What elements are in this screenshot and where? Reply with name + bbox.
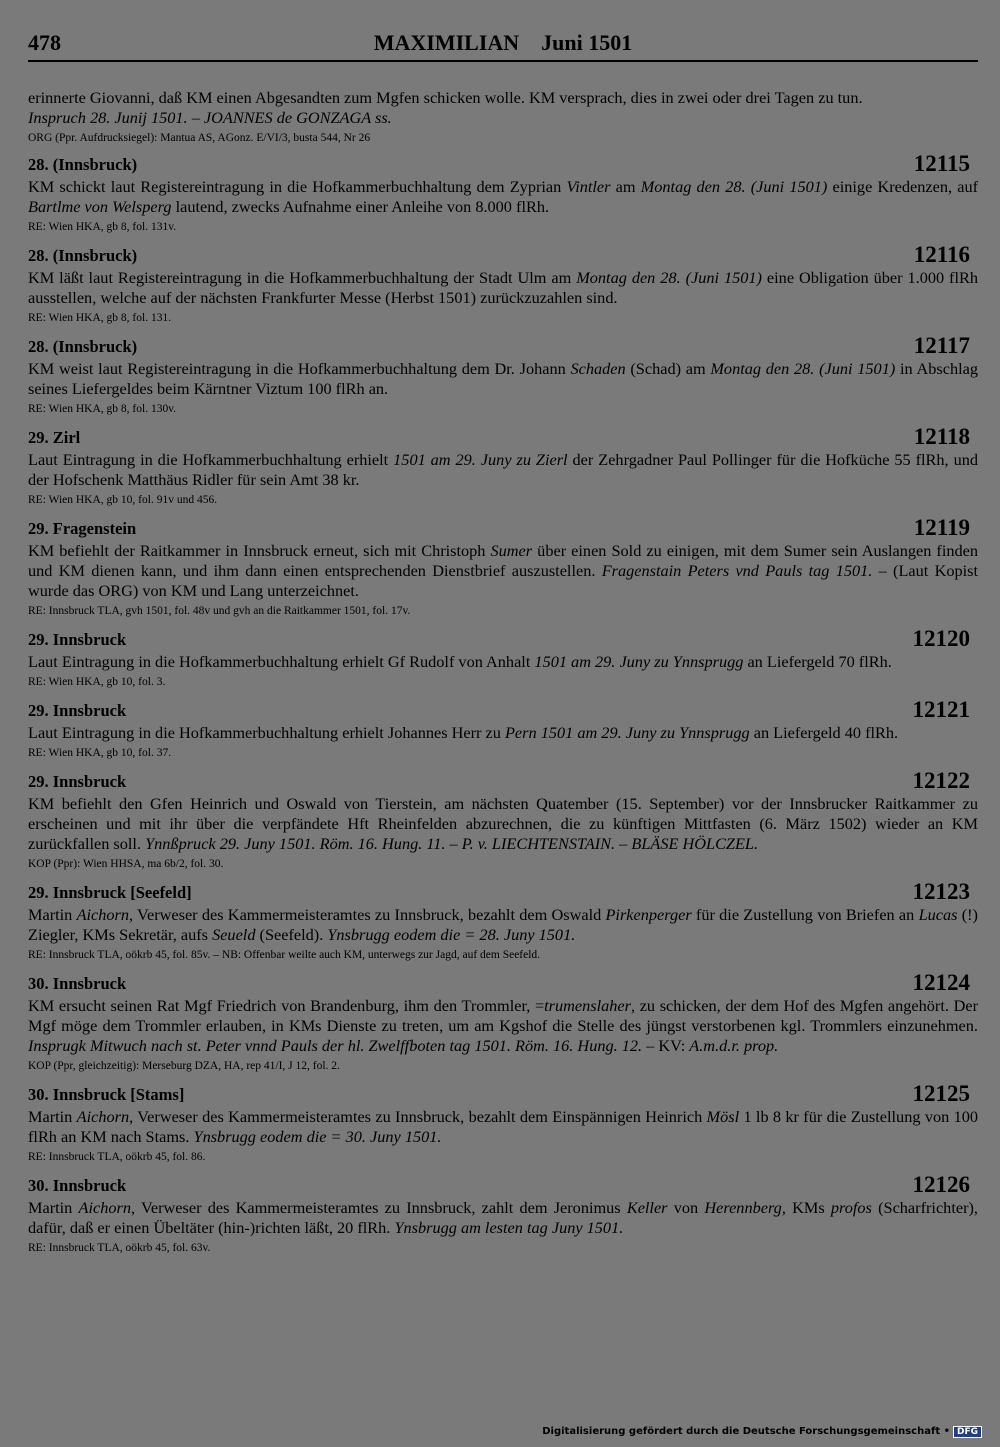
dfg-logo: DFG	[953, 1426, 982, 1438]
entry-text-segment: von	[667, 1198, 705, 1217]
entry-text-italic: Vintler	[566, 177, 611, 196]
continued-source: ORG (Ppr. Aufdrucksiegel): Mantua AS, AGonz. E/VI/3, busta 544, Nr 26	[28, 132, 371, 144]
entry-source: KOP (Ppr, gleichzeitig): Merseburg DZA, HA, rep 41/I, J 12, fol. 2.	[28, 1060, 340, 1072]
entry-text-italic: Sumer	[490, 541, 533, 560]
entry-text-italic: 1501 am 29. Juny zu Ynnsprugg	[534, 652, 744, 671]
entry-text-italic: Keller	[626, 1198, 668, 1217]
entry-number: 12124	[912, 970, 970, 995]
entry-text-segment: – (Laut Kopist wurde das ORG) von KM und Lang unterzeichnet.	[28, 561, 978, 600]
entry-text-italic: Schaden	[570, 359, 626, 378]
entry-heading	[28, 241, 978, 268]
entry-text-italic: Mösl	[706, 1107, 740, 1126]
entry-text	[28, 794, 978, 854]
entry-text-segment: 1 lb 8 kr für die Zustellung von 100 flRh an KM nach Stams.	[28, 1107, 978, 1146]
entry-text-italic: Montag den 28. (Juni 1501)	[576, 268, 762, 287]
entry-text-italic: Lucas	[918, 905, 958, 924]
entry-date-place: 29. Fragenstein	[28, 519, 137, 538]
entry-text-italic: Bartlme von Welsperg	[28, 197, 172, 216]
entry-text-italic: Ynsbrugg eodem die = 30. Juny 1501.	[193, 1127, 442, 1146]
entry-date-place: 30. Innsbruck	[28, 1176, 127, 1195]
entry-heading	[28, 1080, 978, 1107]
entry-text-segment: an Liefergeld 70 flRh.	[743, 652, 892, 671]
entry-text-italic: Seueld	[212, 925, 256, 944]
entry-number: 12115	[913, 151, 970, 176]
regest-entry	[28, 1171, 978, 1256]
entry-text-segment: , Verweser des Kammermeisteramtes zu Innsbruck, bezahlt dem Oswald	[129, 905, 606, 924]
entry-source: RE: Wien HKA, gb 10, fol. 3.	[28, 676, 166, 688]
entry-heading	[28, 150, 978, 177]
entry-heading	[28, 625, 978, 652]
entry-text-segment: KM weist laut Registereintragung in die Hofkammerbuchhaltung dem Dr. Johann	[28, 359, 571, 378]
running-title-date: Juni 1501	[541, 30, 633, 55]
entry-text	[28, 723, 978, 743]
entry-text-segment: KM schickt laut Registereintragung in die Hofkammerbuchhaltung dem Zyprian	[28, 177, 567, 196]
entry-heading	[28, 767, 978, 794]
entry-text-segment: Laut Eintragung in die Hofkammerbuchhaltung erhielt Johannes Herr zu	[28, 723, 505, 742]
entry-number: 12116	[913, 242, 970, 267]
entry-number: 12119	[913, 515, 970, 540]
entry-text-segment: (Schad) am	[625, 359, 711, 378]
entry-text-segment: – KV:	[642, 1036, 690, 1055]
header-rule	[28, 60, 978, 62]
entry-date-place: 29. Innsbruck	[28, 772, 127, 791]
entry-text	[28, 1198, 978, 1238]
entry-text-italic: Pirkenperger	[605, 905, 692, 924]
entry-date-place: 29. Innsbruck	[28, 630, 127, 649]
entry-text-segment: (!) Ziegler, KMs Sekretär, aufs	[28, 905, 978, 944]
entry-text	[28, 359, 978, 399]
regest-entry	[28, 332, 978, 417]
regest-entry	[28, 241, 978, 326]
entry-text-italic: Aichorn	[76, 905, 130, 924]
entry-text-italic: Ynsbrugg eodem die = 28. Juny 1501.	[327, 925, 576, 944]
entry-source: RE: Wien HKA, gb 8, fol. 131.	[28, 312, 172, 324]
entry-date-place: 28. (Innsbruck)	[28, 337, 138, 356]
entry-text-segment: , Verweser des Kammermeisteramtes zu Innsbruck, bezahlt dem Einspännigen Heinrich	[129, 1107, 707, 1126]
entry-text-segment: KM ersucht seinen Rat Mgf Friedrich von Brandenburg, ihm den Trommler, =	[28, 996, 545, 1015]
running-title-name: MAXIMILIAN	[373, 30, 520, 55]
regest-entry	[28, 767, 978, 872]
entry-number: 12122	[912, 768, 970, 793]
entry-text-italic: Montag den 28. (Juni 1501)	[640, 177, 828, 196]
regest-entry	[28, 150, 978, 235]
continued-text-body: erinnerte Giovanni, daß KM einen Abgesandten zum Mgfen schicken wolle. KM versprach, dies in zwei oder drei Tagen zu tun.	[28, 88, 863, 107]
entry-source: RE: Wien HKA, gb 8, fol. 130v.	[28, 403, 177, 415]
entry-text-segment: an Liefergeld 40 flRh.	[749, 723, 899, 742]
entry-text-segment: für die Zustellung von Briefen an	[691, 905, 919, 924]
entry-heading	[28, 878, 978, 905]
entry-date-place: 29. Zirl	[28, 428, 81, 447]
regest-entry	[28, 969, 978, 1074]
entry-text	[28, 541, 978, 601]
entry-text-segment: KM läßt laut Registereintragung in die Hofkammerbuchhaltung der Stadt Ulm am	[28, 268, 577, 287]
entry-date-place: 30. Innsbruck [Stams]	[28, 1085, 185, 1104]
regest-entry	[28, 1080, 978, 1165]
entry-text-segment: Martin	[28, 905, 77, 924]
regest-entry	[28, 878, 978, 963]
entry-text-italic: trumenslaher	[544, 996, 631, 1015]
entry-source: KOP (Ppr): Wien HHSA, ma 6b/2, fol. 30.	[28, 858, 224, 870]
entry-text-italic: Insprugk Mitwuch nach st. Peter vnnd Pauls der hl. Zwelffboten tag 1501. Röm. 16. Hung. 12.	[28, 1036, 643, 1055]
entry-date-place: 30. Innsbruck	[28, 974, 127, 993]
entry-heading	[28, 332, 978, 359]
continued-text-italic: Inspruch 28. Junij 1501. – JOANNES de GONZAGA ss.	[28, 108, 392, 127]
continued-entry	[28, 88, 978, 146]
entry-text-segment: (Scharfrichter), dafür, daß er einen Übeltäter (hin-)richten läßt, 20 flRh.	[28, 1198, 978, 1237]
entry-text-segment: lautend, zwecks Aufnahme einer Anleihe von 8.000 flRh.	[171, 197, 550, 216]
entry-text-italic: profos	[830, 1198, 872, 1217]
entry-date-place: 29. Innsbruck	[28, 701, 127, 720]
entry-heading	[28, 423, 978, 450]
entry-text-segment: Laut Eintragung in die Hofkammerbuchhaltung erhielt Gf Rudolf von Anhalt	[28, 652, 535, 671]
entry-source: RE: Innsbruck TLA, oökrb 45, fol. 63v.	[28, 1242, 211, 1254]
entry-source: RE: Innsbruck TLA, oökrb 45, fol. 85v. – NB: Offenbar weilte auch KM, unterwegs zur Jagd, auf dem Seefeld.	[28, 949, 541, 961]
entry-text-segment: KM befiehlt den Gfen Heinrich und Oswald von Tierstein, am nächsten Quatember (15. September) vor der Innsbrucker Raitkammer zu erscheinen und mit ihr über die verpfändete Hft Rheinfelden abzurechnen, die zu künftigen Mittfasten (6. März 1502) wieder an KM zurückfallen soll.	[28, 794, 978, 853]
page-footer: Digitalisierung gefördert durch die Deutsche Forschungsgemeinschaft • DFG	[542, 1426, 982, 1438]
regest-entry	[28, 423, 978, 508]
page-header	[28, 30, 978, 60]
entry-number: 12120	[912, 626, 970, 651]
page-number: 478	[28, 30, 61, 55]
entry-list	[28, 150, 978, 1262]
entry-date-place: 29. Innsbruck [Seefeld]	[28, 883, 192, 902]
entry-text-segment: einige Kredenzen, auf	[827, 177, 979, 196]
entry-text-segment: KM befiehlt der Raitkammer in Innsbruck erneut, sich mit Christoph	[28, 541, 491, 560]
entry-heading	[28, 514, 978, 541]
entry-text-segment: (Seefeld).	[255, 925, 328, 944]
entry-text	[28, 1107, 978, 1147]
entry-source: RE: Wien HKA, gb 8, fol. 131v.	[28, 221, 177, 233]
entry-text-segment: am	[610, 177, 641, 196]
entry-number: 12118	[913, 424, 970, 449]
entry-text-segment: in Abschlag seines Liefergeldes beim Kärntner Viztum 100 flRh an.	[28, 359, 978, 398]
entry-source: RE: Wien HKA, gb 10, fol. 37.	[28, 747, 172, 759]
entry-text	[28, 177, 978, 217]
entry-text	[28, 450, 978, 490]
running-title	[28, 30, 978, 56]
entry-source: RE: Innsbruck TLA, oökrb 45, fol. 86.	[28, 1151, 206, 1163]
entry-text-segment: Martin	[28, 1107, 77, 1126]
entry-text	[28, 905, 978, 945]
entry-date-place: 28. (Innsbruck)	[28, 155, 138, 174]
regest-entry	[28, 514, 978, 619]
regest-entry	[28, 696, 978, 761]
entry-text-italic: Herennberg	[704, 1198, 782, 1217]
entry-text-italic: Fragenstain Peters vnd Pauls tag 1501.	[601, 561, 873, 580]
entry-heading	[28, 696, 978, 723]
entry-number: 12126	[912, 1172, 970, 1197]
entry-date-place: 28. (Innsbruck)	[28, 246, 138, 265]
entry-text-italic: Montag den 28. (Juni 1501)	[710, 359, 896, 378]
entry-text-segment: , Verweser des Kammermeisteramtes zu Innsbruck, zahlt dem Jeronimus	[130, 1198, 627, 1217]
entry-source: RE: Wien HKA, gb 10, fol. 91v und 456.	[28, 494, 218, 506]
entry-text-italic: A.m.d.r. prop.	[689, 1036, 779, 1055]
entry-text-italic: Aichorn	[78, 1198, 131, 1217]
entry-text-italic: Ynnßpruck 29. Juny 1501. Röm. 16. Hung. 11. – P. v. LIECHTENSTAIN. – BLÄSE HÖLCZEL.	[145, 834, 759, 853]
entry-text-italic: Ynsbrugg am lesten tag Juny 1501.	[394, 1218, 624, 1237]
entry-text-segment: , zu schicken, der dem Hof des Mgfen angehört. Der Mgf möge dem Trommler erlauben, in KMs Dienste zu treten, um am Kgshof die Stelle des jüngst verstorbenen kgl. Trommlers einzunehmen.	[28, 996, 979, 1035]
entry-text	[28, 996, 978, 1056]
entry-text-italic: 1501 am 29. Juny zu Zierl	[393, 450, 568, 469]
entry-text-segment: , KMs	[781, 1198, 831, 1217]
entry-number: 12121	[912, 697, 970, 722]
entry-source: RE: Innsbruck TLA, gvh 1501, fol. 48v und gvh an die Raitkammer 1501, fol. 17v.	[28, 605, 411, 617]
entry-text-segment: der Zehrgadner Paul Pollinger für die Hofküche 55 flRh, und der Hofschenk Matthäus Ridler für sein Amt 38 kr.	[28, 450, 978, 489]
entry-text	[28, 268, 978, 308]
footer-credit: Digitalisierung gefördert durch die Deutsche Forschungsgemeinschaft	[542, 1426, 941, 1437]
entry-text-italic: Pern 1501 am 29. Juny zu Ynnsprugg	[504, 723, 750, 742]
entry-text-segment: eine Obligation über 1.000 flRh ausstellen, welche auf der nächsten Frankfurter Messe (Herbst 1501) zurückzuzahlen sind.	[28, 268, 979, 307]
entry-number: 12123	[912, 879, 970, 904]
entry-number: 12117	[913, 333, 970, 358]
entry-text-italic: Aichorn	[76, 1107, 130, 1126]
continued-text	[28, 88, 978, 128]
entry-text-segment: Martin	[28, 1198, 79, 1217]
entry-heading	[28, 969, 978, 996]
regest-entry	[28, 625, 978, 690]
entry-text	[28, 652, 978, 672]
entry-text-segment: über einen Sold zu einigen, mit dem Sumer sein Auslangen finden und KM dienen kann, und ihm dann einen entsprechenden Dienstbrief auszustellen.	[28, 541, 978, 580]
entry-number: 12125	[912, 1081, 970, 1106]
entry-text-segment: Laut Eintragung in die Hofkammerbuchhaltung erhielt	[28, 450, 394, 469]
entry-heading	[28, 1171, 978, 1198]
